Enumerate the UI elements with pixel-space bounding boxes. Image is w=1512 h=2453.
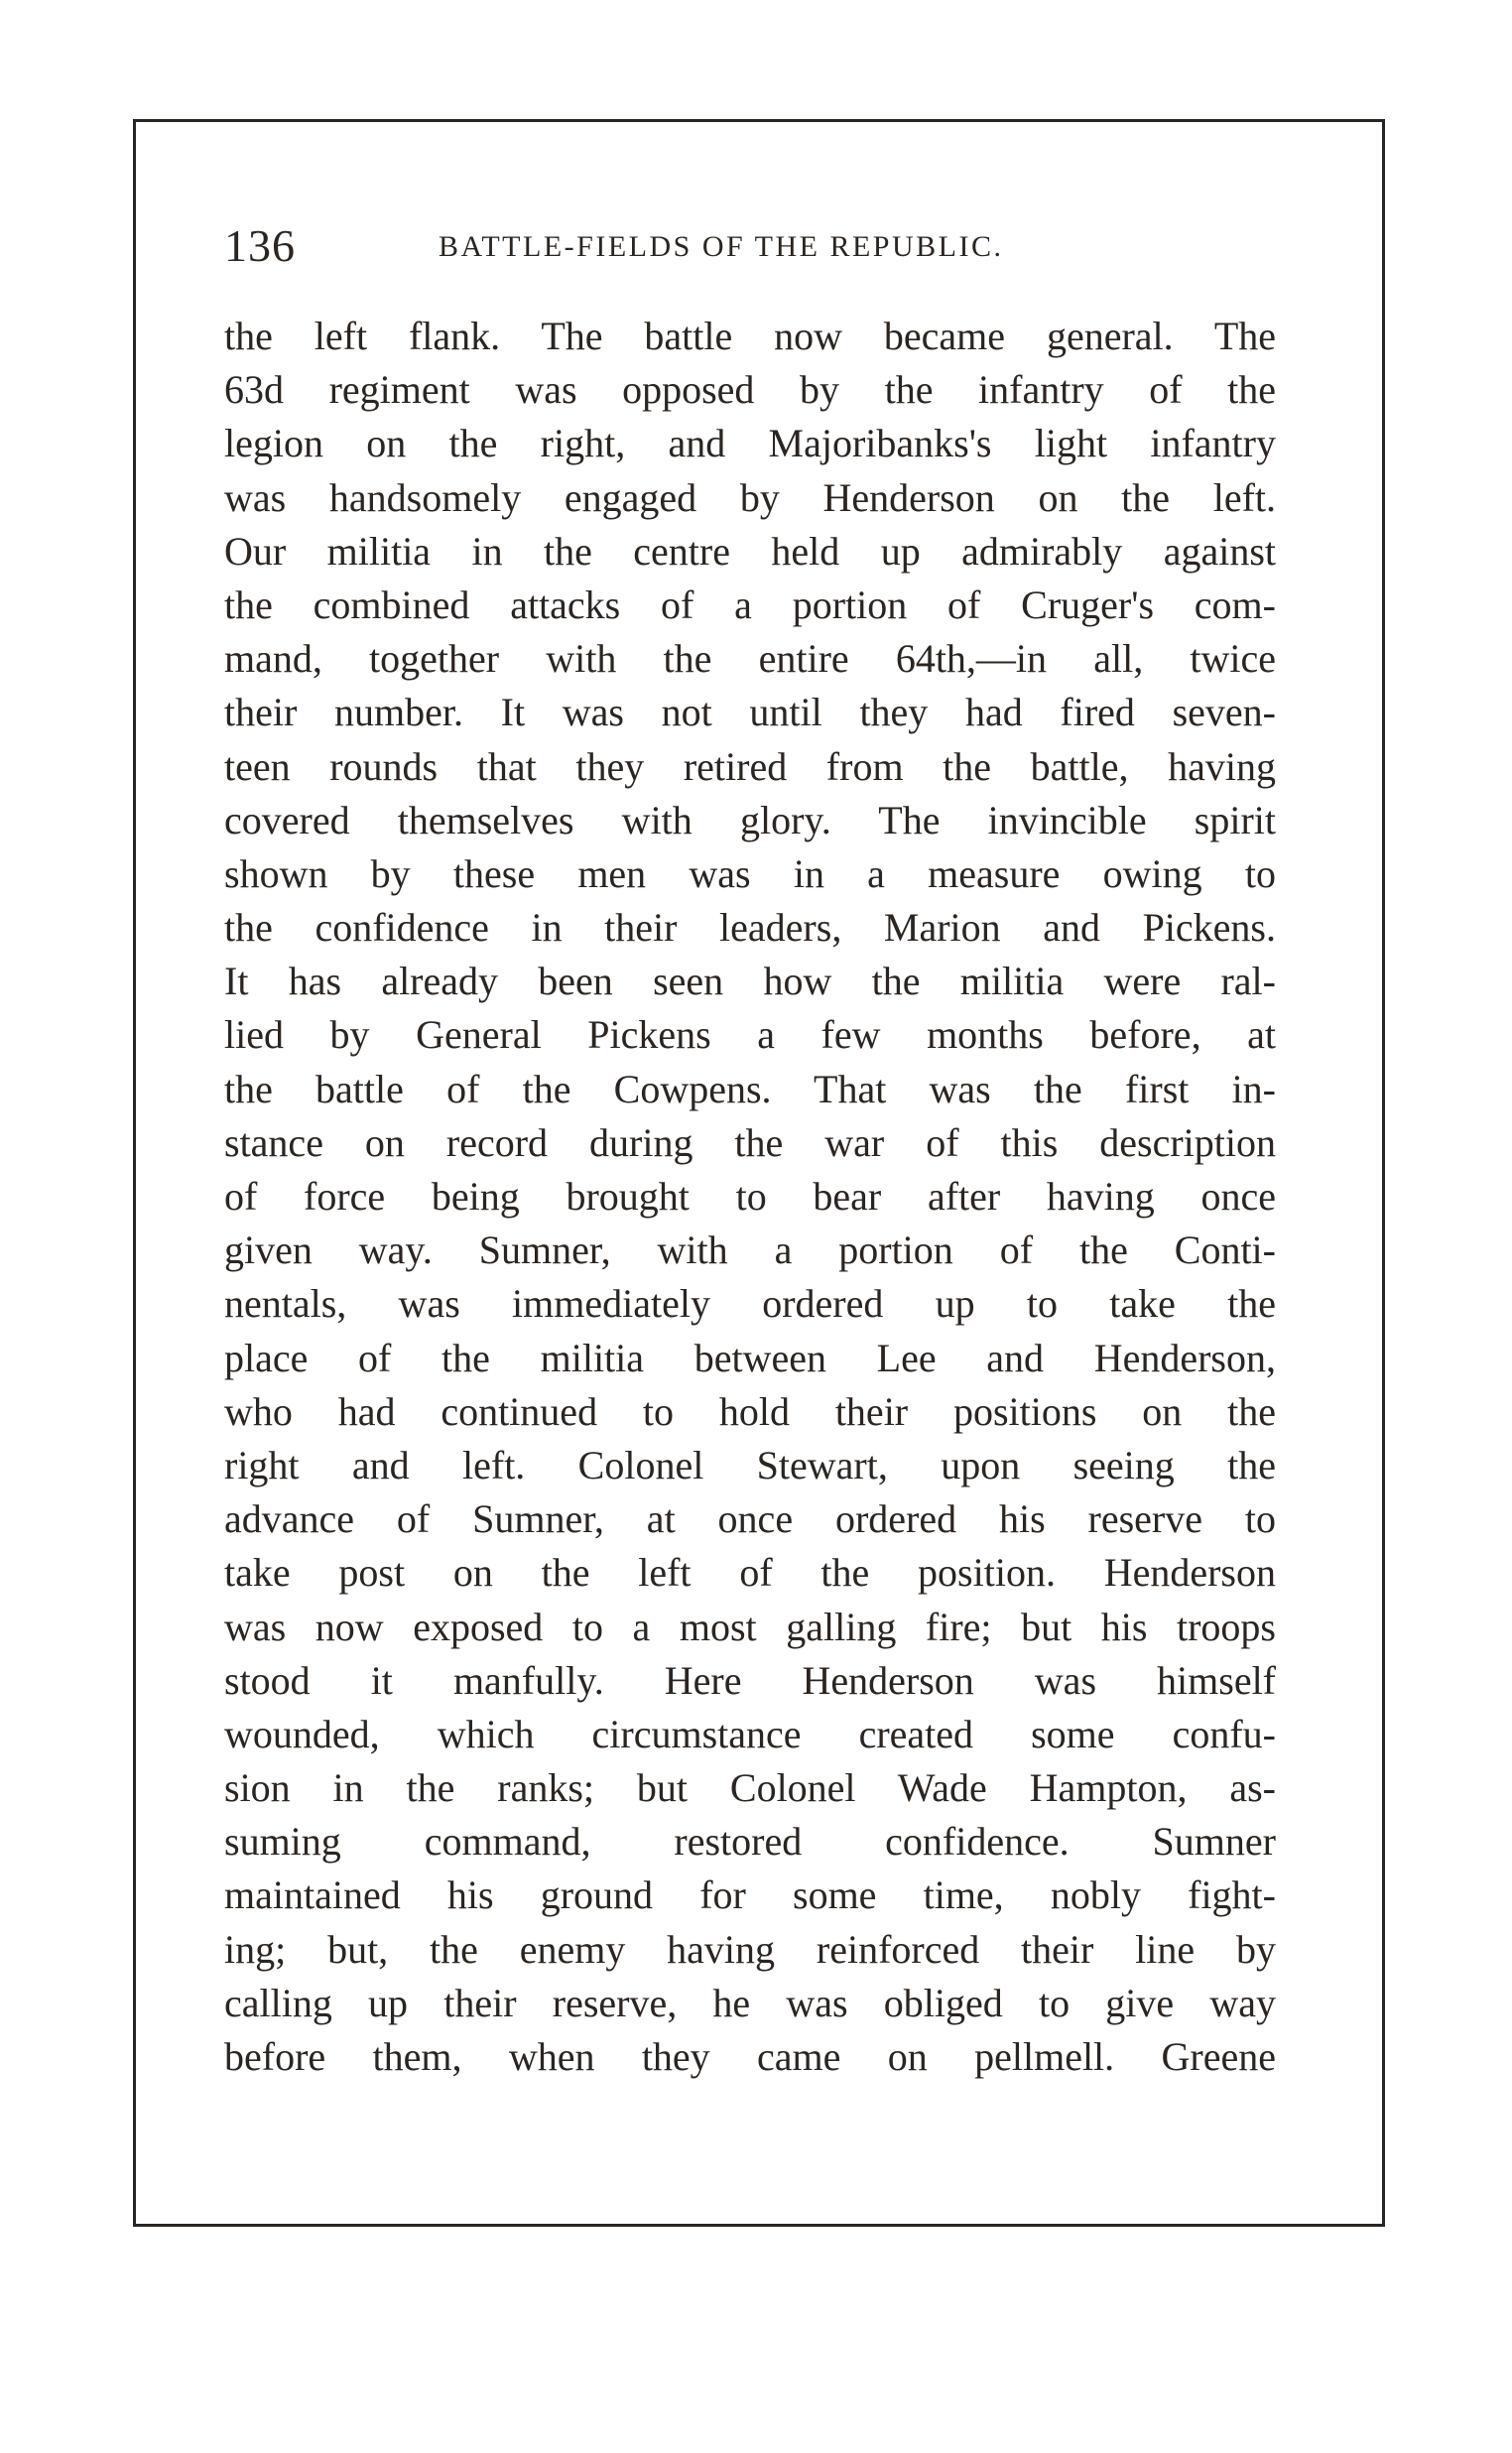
- text-line: given way. Sumner, with a portion of the Conti-: [224, 1227, 1276, 1273]
- text-line: their number. It was not until they had fired seven-: [224, 690, 1276, 735]
- text-line: was handsomely engaged by Henderson on the left.: [224, 474, 1276, 520]
- text-line: the confidence in their leaders, Marion and Pickens.: [224, 905, 1276, 951]
- text-line: calling up their reserve, he was obliged to give way: [224, 1980, 1276, 2025]
- text-line: the battle of the Cowpens. That was the first in-: [224, 1066, 1276, 1111]
- text-line: maintained his ground for some time, nobly fight-: [224, 1872, 1276, 1918]
- text-line: Our militia in the centre held up admirably against: [224, 528, 1276, 574]
- text-line: It has already been seen how the militia were ral-: [224, 959, 1276, 1004]
- running-head: [224, 216, 1276, 276]
- body-text: [224, 310, 1276, 2084]
- text-line: the combined attacks of a portion of Cruger's com-: [224, 581, 1276, 627]
- text-line: ing; but, the enemy having reinforced their line by: [224, 1926, 1276, 1972]
- text-line: place of the militia between Lee and Henderson,: [224, 1335, 1276, 1380]
- text-line: the left flank. The battle now became general. The: [224, 314, 1276, 358]
- text-line: sion in the ranks; but Colonel Wade Hampton, as-: [224, 1765, 1276, 1811]
- text-line: stood it manfully. Here Henderson was himself: [224, 1657, 1276, 1703]
- text-line: who had continued to hold their positions on the: [224, 1388, 1276, 1434]
- text-line: suming command, restored confidence. Sumner: [224, 1819, 1276, 1865]
- page-number: 136: [224, 220, 296, 271]
- text-line: stance on record during the war of this description: [224, 1119, 1276, 1165]
- text-line: mand, together with the entire 64th,—in all, twice: [224, 636, 1276, 682]
- text-line: wounded, which circumstance created some confu-: [224, 1711, 1276, 1756]
- header-title: BATTLE-FIELDS OF THE REPUBLIC.: [439, 230, 1004, 263]
- text-line: right and left. Colonel Stewart, upon seeing the: [224, 1442, 1276, 1487]
- text-line: before them, when they came on pellmell. Greene: [224, 2034, 1276, 2079]
- text-line: legion on the right, and Majoribanks's light infantry: [224, 421, 1276, 466]
- text-line: shown by these men was in a measure owing to: [224, 850, 1276, 896]
- text-line: lied by General Pickens a few months before, at: [224, 1012, 1276, 1058]
- text-line: advance of Sumner, at once ordered his reserve to: [224, 1496, 1276, 1542]
- text-line: take post on the left of the position. Henderson: [224, 1550, 1276, 1596]
- text-line: of force being brought to bear after having once: [224, 1174, 1276, 1219]
- text-line: nentals, was immediately ordered up to take the: [224, 1281, 1276, 1327]
- text-line: was now exposed to a most galling fire; but his troops: [224, 1604, 1276, 1649]
- text-line: teen rounds that they retired from the battle, having: [224, 743, 1276, 789]
- text-line: covered themselves with glory. The invincible spirit: [224, 797, 1276, 842]
- text-line: 63d regiment was opposed by the infantry of the: [224, 367, 1276, 413]
